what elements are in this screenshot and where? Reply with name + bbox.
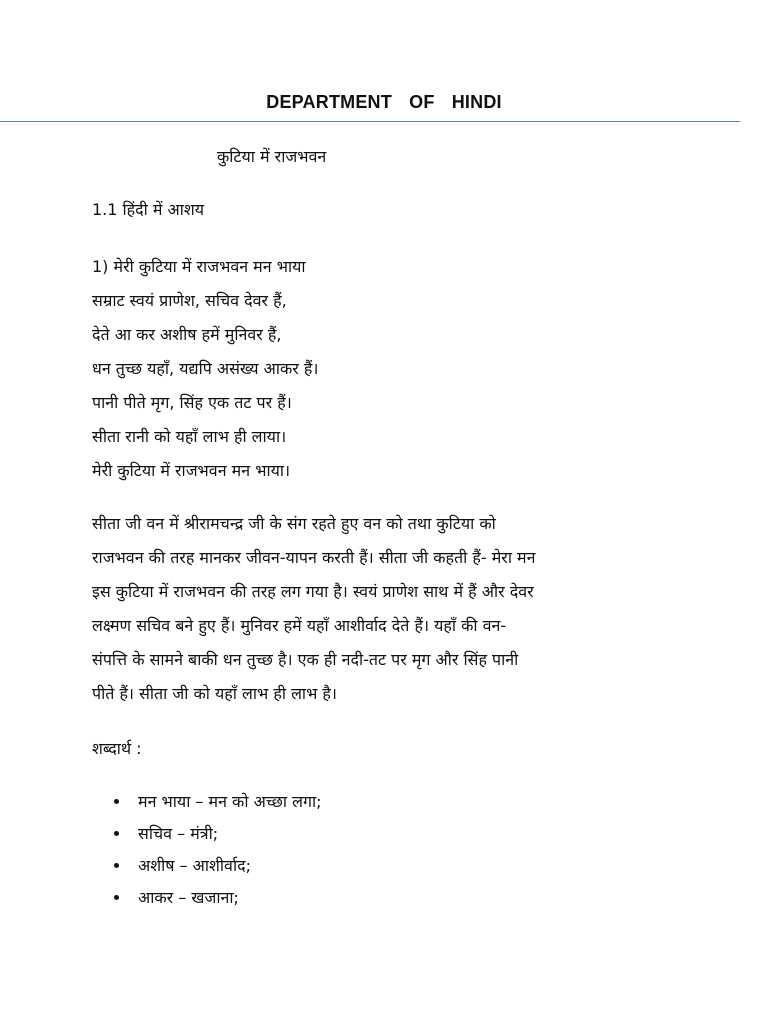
glossary-heading: शब्दार्थ :: [92, 739, 142, 758]
explanation-line: लक्ष्मण सचिव बने हुए हैं। मुनिवर हमें यहाँ आशीर्वाद देते हैं। यहाँ की वन-: [92, 616, 507, 635]
bullet-icon: [114, 895, 119, 900]
poem-line: धन तुच्छ यहाँ, यद्यपि असंख्य आकर हैं।: [92, 359, 319, 378]
page-header: [0, 92, 768, 113]
department-title: DEPARTMENT OF HINDI: [266, 92, 502, 112]
bullet-icon: [114, 831, 119, 836]
glossary-item-text: मन भाया – मन को अच्छा लगा;: [138, 792, 322, 811]
bullet-icon: [114, 799, 119, 804]
list-item: [114, 786, 322, 818]
glossary-item-text: आकर – खजाना;: [138, 888, 239, 907]
poem-stanza: [92, 250, 318, 488]
poem-line: 1) मेरी कुटिया में राजभवन मन भाया: [92, 257, 306, 276]
explanation-line: सीता जी वन में श्रीरामचन्द्र जी के संग रहते हुए वन को तथा कुटिया को: [92, 514, 496, 533]
poem-line: पानी पीते मृग, सिंह एक तट पर हैं।: [92, 393, 292, 412]
list-item: [114, 882, 322, 914]
poem-line: देते आ कर अशीष हमें मुनिवर हैं,: [92, 325, 282, 344]
glossary-list: [114, 786, 322, 914]
poem-line: सीता रानी को यहाँ लाभ ही लाया।: [92, 427, 287, 446]
poem-line: सम्राट स्वयं प्राणेश, सचिव देवर हैं,: [92, 291, 287, 310]
glossary-item-text: सचिव – मंत्री;: [138, 824, 219, 843]
explanation-line: पीते हैं। सीता जी को यहाँ लाभ ही लाभ है।: [92, 684, 337, 703]
list-item: [114, 818, 322, 850]
header-divider: [0, 121, 740, 122]
section-heading: 1.1 हिंदी में आशय: [92, 200, 205, 219]
explanation-line: राजभवन की तरह मानकर जीवन-यापन करती हैं। सीता जी कहती हैं- मेरा मन: [92, 548, 536, 567]
explanation-paragraph: [92, 507, 712, 711]
explanation-line: संपत्ति के सामने बाकी धन तुच्छ है। एक ही नदी-तट पर मृग और सिंह पानी: [92, 650, 519, 669]
poem-line: मेरी कुटिया में राजभवन मन भाया।: [92, 461, 291, 480]
explanation-line: इस कुटिया में राजभवन की तरह लग गया है। स्वयं प्राणेश साथ में हैं और देवर: [92, 582, 534, 601]
glossary-item-text: अशीष – आशीर्वाद;: [138, 856, 251, 875]
bullet-icon: [114, 863, 119, 868]
chapter-title: कुटिया में राजभवन: [217, 147, 327, 166]
list-item: [114, 850, 322, 882]
